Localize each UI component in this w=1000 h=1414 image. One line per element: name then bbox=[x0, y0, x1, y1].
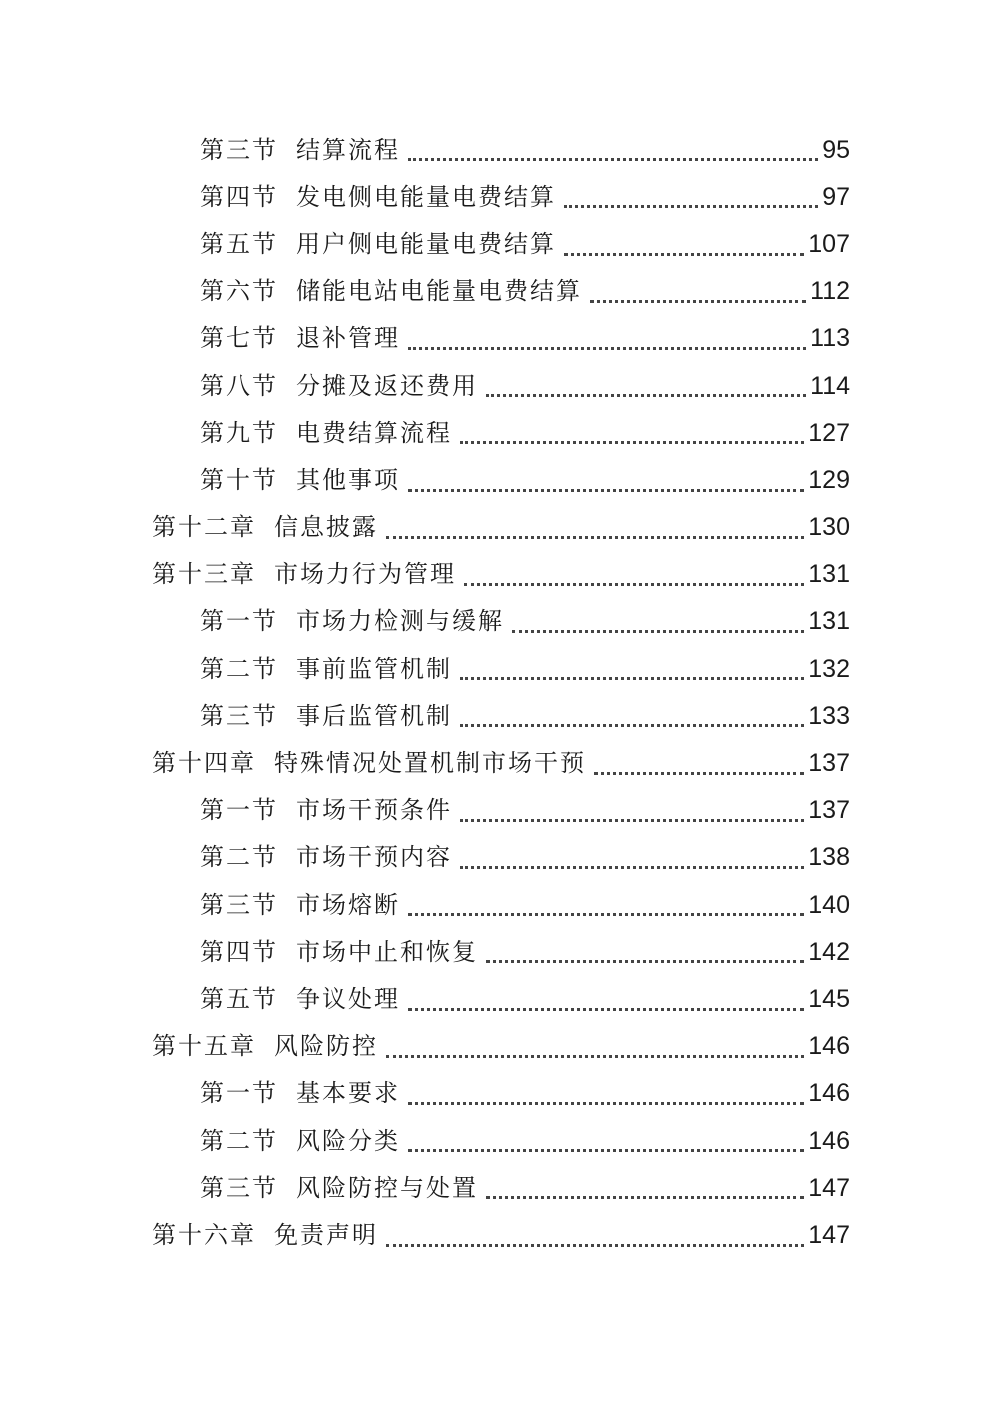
dot-leader bbox=[408, 489, 804, 492]
dot-leader bbox=[408, 347, 806, 350]
toc-entry-number: 第一节 bbox=[200, 607, 278, 636]
toc-entry-label bbox=[200, 1078, 400, 1108]
dot-leader bbox=[590, 300, 806, 303]
dot-leader bbox=[386, 1244, 804, 1247]
toc-entry-label bbox=[200, 229, 556, 259]
toc-entry-page-number: 131 bbox=[808, 607, 850, 636]
toc-entry-page-number: 95 bbox=[822, 135, 850, 164]
toc-entry-title: 退补管理 bbox=[296, 324, 400, 353]
toc-entry-number: 第三节 bbox=[200, 1173, 278, 1202]
toc-entry-label bbox=[200, 465, 400, 495]
dot-leader bbox=[486, 1196, 804, 1199]
toc-entry-title: 市场干预内容 bbox=[296, 843, 452, 872]
toc-entry-page-number: 112 bbox=[810, 277, 850, 306]
dot-leader bbox=[460, 819, 804, 822]
toc-entry-number: 第五节 bbox=[200, 229, 278, 258]
toc-entry-number: 第九节 bbox=[200, 418, 278, 447]
toc-entry-number: 第十五章 bbox=[152, 1032, 256, 1061]
toc-entry-page-number: 137 bbox=[808, 749, 850, 778]
toc-entry-title: 储能电站电能量电费结算 bbox=[296, 277, 582, 306]
toc-entry-label bbox=[200, 701, 452, 731]
toc-entry-chapter bbox=[0, 739, 1000, 786]
dot-leader bbox=[460, 441, 804, 444]
toc-entry-number: 第六节 bbox=[200, 277, 278, 306]
dot-leader bbox=[408, 913, 804, 916]
toc-entry-page-number: 142 bbox=[808, 937, 850, 966]
toc-entry-page-number: 146 bbox=[808, 1126, 850, 1155]
toc-entry-title: 结算流程 bbox=[296, 135, 400, 164]
toc-entry-label bbox=[152, 748, 586, 778]
dot-leader bbox=[460, 724, 804, 727]
toc-entry-label bbox=[200, 890, 400, 920]
toc-entry-section bbox=[0, 692, 1000, 739]
toc-entry-label bbox=[200, 371, 478, 401]
toc-entry-section bbox=[0, 928, 1000, 975]
dot-leader bbox=[460, 866, 804, 869]
dot-leader bbox=[408, 1008, 804, 1011]
toc-entry-page-number: 145 bbox=[808, 984, 850, 1013]
toc-entry-title: 风险防控 bbox=[274, 1032, 378, 1061]
dot-leader bbox=[386, 1055, 804, 1058]
toc-entry-title: 特殊情况处置机制市场干预 bbox=[274, 749, 586, 778]
toc-entry-title: 市场力检测与缓解 bbox=[296, 607, 504, 636]
toc-entry-section bbox=[0, 362, 1000, 409]
dot-leader bbox=[564, 205, 818, 208]
dot-leader bbox=[408, 1149, 804, 1152]
toc-entry-page-number: 113 bbox=[810, 324, 850, 353]
toc-entry-label bbox=[200, 937, 478, 967]
dot-leader bbox=[564, 253, 804, 256]
toc-entry-section bbox=[0, 881, 1000, 928]
toc-entry-title: 发电侧电能量电费结算 bbox=[296, 182, 556, 211]
toc-entry-title: 市场熔断 bbox=[296, 890, 400, 919]
toc-entry-label bbox=[200, 182, 556, 212]
toc-entry-label bbox=[152, 1031, 378, 1061]
toc-entry-page-number: 147 bbox=[808, 1173, 850, 1202]
dot-leader bbox=[486, 394, 806, 397]
dot-leader bbox=[594, 772, 804, 775]
toc-entry-title: 基本要求 bbox=[296, 1079, 400, 1108]
toc-entry-number: 第三节 bbox=[200, 701, 278, 730]
toc-entry-title: 事前监管机制 bbox=[296, 654, 452, 683]
toc-entry-page-number: 146 bbox=[808, 1032, 850, 1061]
toc-entry-number: 第一节 bbox=[200, 1079, 278, 1108]
toc-entry-page-number: 133 bbox=[808, 701, 850, 730]
toc-entry-label bbox=[200, 418, 452, 448]
toc-entry-title: 电费结算流程 bbox=[296, 418, 452, 447]
toc-entry-page-number: 97 bbox=[822, 182, 850, 211]
toc-entry-section bbox=[0, 1164, 1000, 1211]
toc-entry-page-number: 127 bbox=[808, 418, 850, 447]
toc-entry-label bbox=[200, 654, 452, 684]
toc-entry-number: 第三节 bbox=[200, 890, 278, 919]
toc-entry-page-number: 129 bbox=[808, 465, 850, 494]
toc-entry-title: 争议处理 bbox=[296, 984, 400, 1013]
dot-leader bbox=[460, 677, 804, 680]
toc-entry-page-number: 131 bbox=[808, 560, 850, 589]
toc-entry-number: 第四节 bbox=[200, 182, 278, 211]
toc-entry-page-number: 147 bbox=[808, 1220, 850, 1249]
toc-entry-title: 其他事项 bbox=[296, 465, 400, 494]
toc-entry-page-number: 137 bbox=[808, 796, 850, 825]
toc-entry-label bbox=[200, 842, 452, 872]
dot-leader bbox=[512, 630, 804, 633]
toc-entry-section bbox=[0, 834, 1000, 881]
toc-entry-number: 第四节 bbox=[200, 937, 278, 966]
toc-entry-page-number: 130 bbox=[808, 513, 850, 542]
toc-entry-section bbox=[0, 126, 1000, 173]
table-of-contents bbox=[0, 126, 1000, 1259]
dot-leader bbox=[486, 960, 804, 963]
toc-entry-section bbox=[0, 268, 1000, 315]
toc-entry-section bbox=[0, 975, 1000, 1022]
toc-entry-section bbox=[0, 220, 1000, 267]
toc-entry-chapter bbox=[0, 1211, 1000, 1258]
dot-leader bbox=[386, 536, 804, 539]
toc-entry-label bbox=[200, 135, 400, 165]
toc-entry-chapter bbox=[0, 1023, 1000, 1070]
toc-entry-number: 第三节 bbox=[200, 135, 278, 164]
toc-entry-page-number: 107 bbox=[808, 229, 850, 258]
toc-entry-number: 第二节 bbox=[200, 843, 278, 872]
toc-entry-number: 第十四章 bbox=[152, 749, 256, 778]
toc-entry-section bbox=[0, 315, 1000, 362]
toc-entry-title: 市场中止和恢复 bbox=[296, 937, 478, 966]
toc-entry-chapter bbox=[0, 551, 1000, 598]
toc-entry-title: 市场力行为管理 bbox=[274, 560, 456, 589]
dot-leader bbox=[408, 1102, 804, 1105]
toc-entry-label bbox=[200, 984, 400, 1014]
toc-entry-section bbox=[0, 1117, 1000, 1164]
toc-entry-chapter bbox=[0, 504, 1000, 551]
toc-entry-page-number: 114 bbox=[810, 371, 850, 400]
toc-entry-page-number: 138 bbox=[808, 843, 850, 872]
toc-entry-page-number: 146 bbox=[808, 1079, 850, 1108]
toc-entry-page-number: 132 bbox=[808, 654, 850, 683]
toc-entry-section bbox=[0, 598, 1000, 645]
toc-entry-title: 风险防控与处置 bbox=[296, 1173, 478, 1202]
toc-entry-title: 市场干预条件 bbox=[296, 796, 452, 825]
toc-entry-section bbox=[0, 787, 1000, 834]
toc-entry-number: 第十六章 bbox=[152, 1220, 256, 1249]
dot-leader bbox=[464, 583, 804, 586]
dot-leader bbox=[408, 158, 818, 161]
toc-entry-section bbox=[0, 456, 1000, 503]
toc-entry-label bbox=[200, 606, 504, 636]
toc-entry-label bbox=[200, 1126, 400, 1156]
toc-entry-number: 第二节 bbox=[200, 1126, 278, 1155]
toc-entry-label bbox=[152, 559, 456, 589]
toc-entry-label bbox=[200, 276, 582, 306]
toc-entry-number: 第八节 bbox=[200, 371, 278, 400]
toc-entry-title: 事后监管机制 bbox=[296, 701, 452, 730]
toc-entry-label bbox=[200, 323, 400, 353]
toc-entry-title: 风险分类 bbox=[296, 1126, 400, 1155]
toc-entry-section bbox=[0, 645, 1000, 692]
toc-entry-number: 第七节 bbox=[200, 324, 278, 353]
toc-entry-number: 第一节 bbox=[200, 796, 278, 825]
toc-entry-title: 分摊及返还费用 bbox=[296, 371, 478, 400]
toc-entry-section bbox=[0, 173, 1000, 220]
toc-entry-section bbox=[0, 409, 1000, 456]
toc-entry-label bbox=[200, 1173, 478, 1203]
toc-entry-page-number: 140 bbox=[808, 890, 850, 919]
toc-entry-label bbox=[152, 1220, 378, 1250]
toc-entry-number: 第十三章 bbox=[152, 560, 256, 589]
toc-entry-number: 第十二章 bbox=[152, 513, 256, 542]
toc-entry-label bbox=[200, 795, 452, 825]
toc-entry-title: 信息披露 bbox=[274, 513, 378, 542]
toc-entry-title: 免责声明 bbox=[274, 1220, 378, 1249]
toc-entry-number: 第十节 bbox=[200, 465, 278, 494]
toc-entry-label bbox=[152, 512, 378, 542]
toc-entry-section bbox=[0, 1070, 1000, 1117]
toc-entry-title: 用户侧电能量电费结算 bbox=[296, 229, 556, 258]
toc-entry-number: 第五节 bbox=[200, 984, 278, 1013]
toc-entry-number: 第二节 bbox=[200, 654, 278, 683]
